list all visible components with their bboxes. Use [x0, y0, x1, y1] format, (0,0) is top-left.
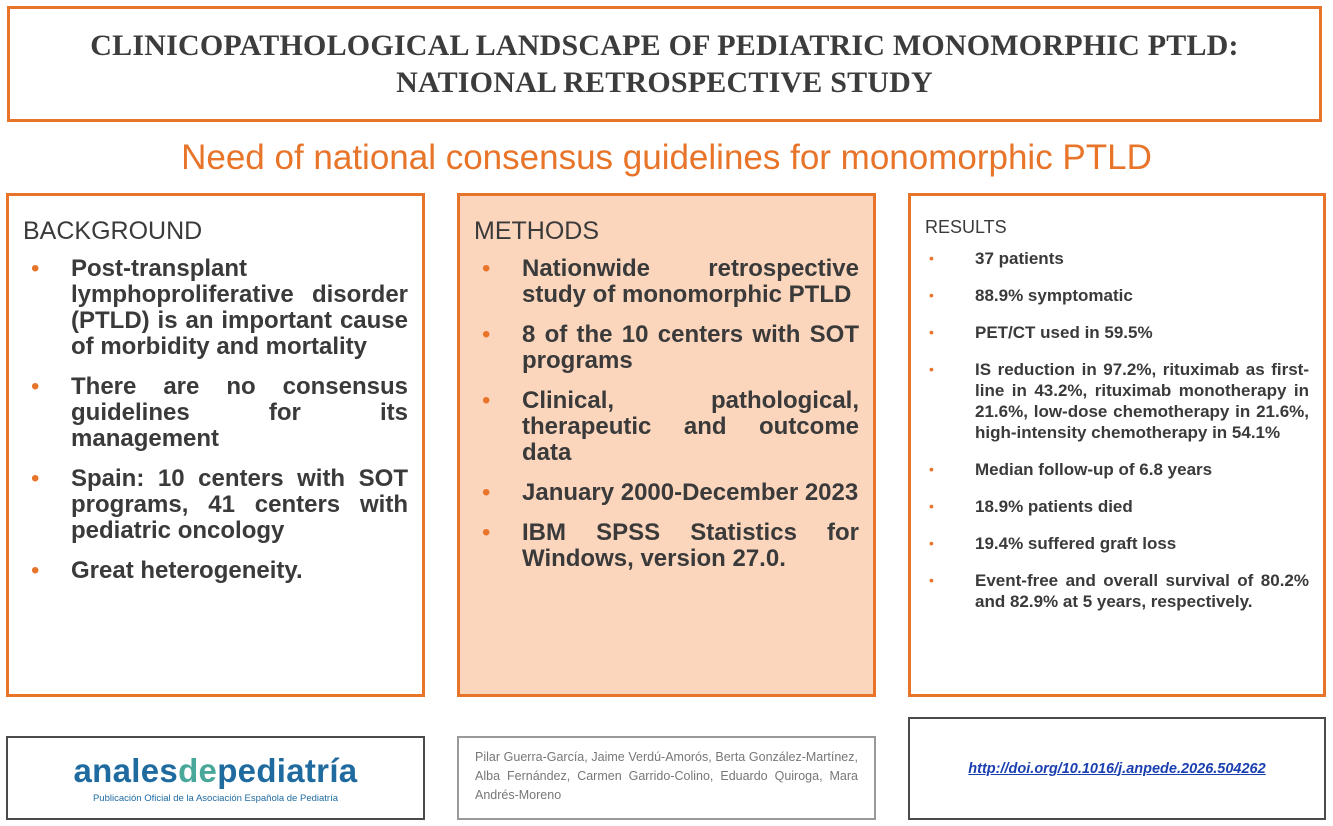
background-panel	[6, 193, 425, 697]
background-item: • Post-transplant lymphoproliferative disorder (PTLD) is an important cause of morbidity and mortality	[23, 256, 408, 360]
background-item: • There are no consensus guidelines for its management	[23, 374, 408, 452]
methods-item: • IBM SPSS Statistics for Windows, version 27.0.	[474, 520, 859, 572]
title-line-1: CLINICOPATHOLOGICAL LANDSCAPE OF PEDIATRIC MONOMORPHIC PTLD:	[90, 29, 1239, 62]
subtitle: Need of national consensus guidelines for monomorphic PTLD	[181, 138, 1152, 177]
results-item: • IS reduction in 97.2%, rituximab as first-line in 43.2%, rituximab monotherapy in 21.6%, low-dose chemotherapy in 21.6%, high-intensity chemotherapy in 54.1%	[925, 359, 1309, 443]
page-title	[90, 27, 1238, 101]
methods-panel	[457, 193, 876, 697]
methods-heading: METHODS	[474, 217, 599, 245]
background-item: • Great heterogeneity.	[23, 558, 408, 584]
logo-tagline: Publicación Oficial de la Asociación Española de Pediatría	[92, 792, 339, 804]
methods-item: • Clinical, pathological, therapeutic and outcome data	[474, 388, 859, 466]
results-heading: RESULTS	[925, 217, 1007, 237]
methods-item: • Nationwide retrospective study of monomorphic PTLD	[474, 256, 859, 308]
results-item: • PET/CT used in 59.5%	[925, 322, 1309, 343]
logo-wordmark	[74, 753, 358, 789]
results-item: • 88.9% symptomatic	[925, 285, 1309, 306]
background-list	[23, 256, 408, 584]
methods-item: • January 2000-December 2023	[474, 480, 859, 506]
methods-list	[474, 256, 859, 572]
results-list	[925, 248, 1309, 612]
journal-logo	[6, 736, 425, 820]
methods-item: • 8 of the 10 centers with SOT programs	[474, 322, 859, 374]
title-line-2: NATIONAL RETROSPECTIVE STUDY	[396, 66, 933, 99]
background-heading: BACKGROUND	[23, 217, 203, 245]
results-item: • 37 patients	[925, 248, 1309, 269]
authors-text: Pilar Guerra-García, Jaime Verdú-Amorós, Berta González-Martínez, Alba Fernández, Carmen Garrido-Colino, Eduardo Quiroga, Mara Andrés-Moreno	[475, 750, 858, 802]
results-item: • Median follow-up of 6.8 years	[925, 459, 1309, 480]
logo-part-pediatria: pediatría	[217, 751, 358, 789]
authors-box	[457, 736, 876, 820]
background-item: • Spain: 10 centers with SOT programs, 41 centers with pediatric oncology	[23, 466, 408, 544]
title-box	[7, 6, 1322, 122]
logo-part-de: de	[178, 751, 218, 789]
results-panel	[908, 193, 1326, 697]
logo-part-anales: anales	[73, 751, 179, 789]
doi-link[interactable]: http://doi.org/10.1016/j.anpede.2026.504262	[968, 760, 1266, 777]
doi-box	[908, 717, 1326, 820]
results-item: • Event-free and overall survival of 80.2% and 82.9% at 5 years, respectively.	[925, 570, 1309, 612]
results-item: • 19.4% suffered graft loss	[925, 533, 1309, 554]
results-item: • 18.9% patients died	[925, 496, 1309, 517]
